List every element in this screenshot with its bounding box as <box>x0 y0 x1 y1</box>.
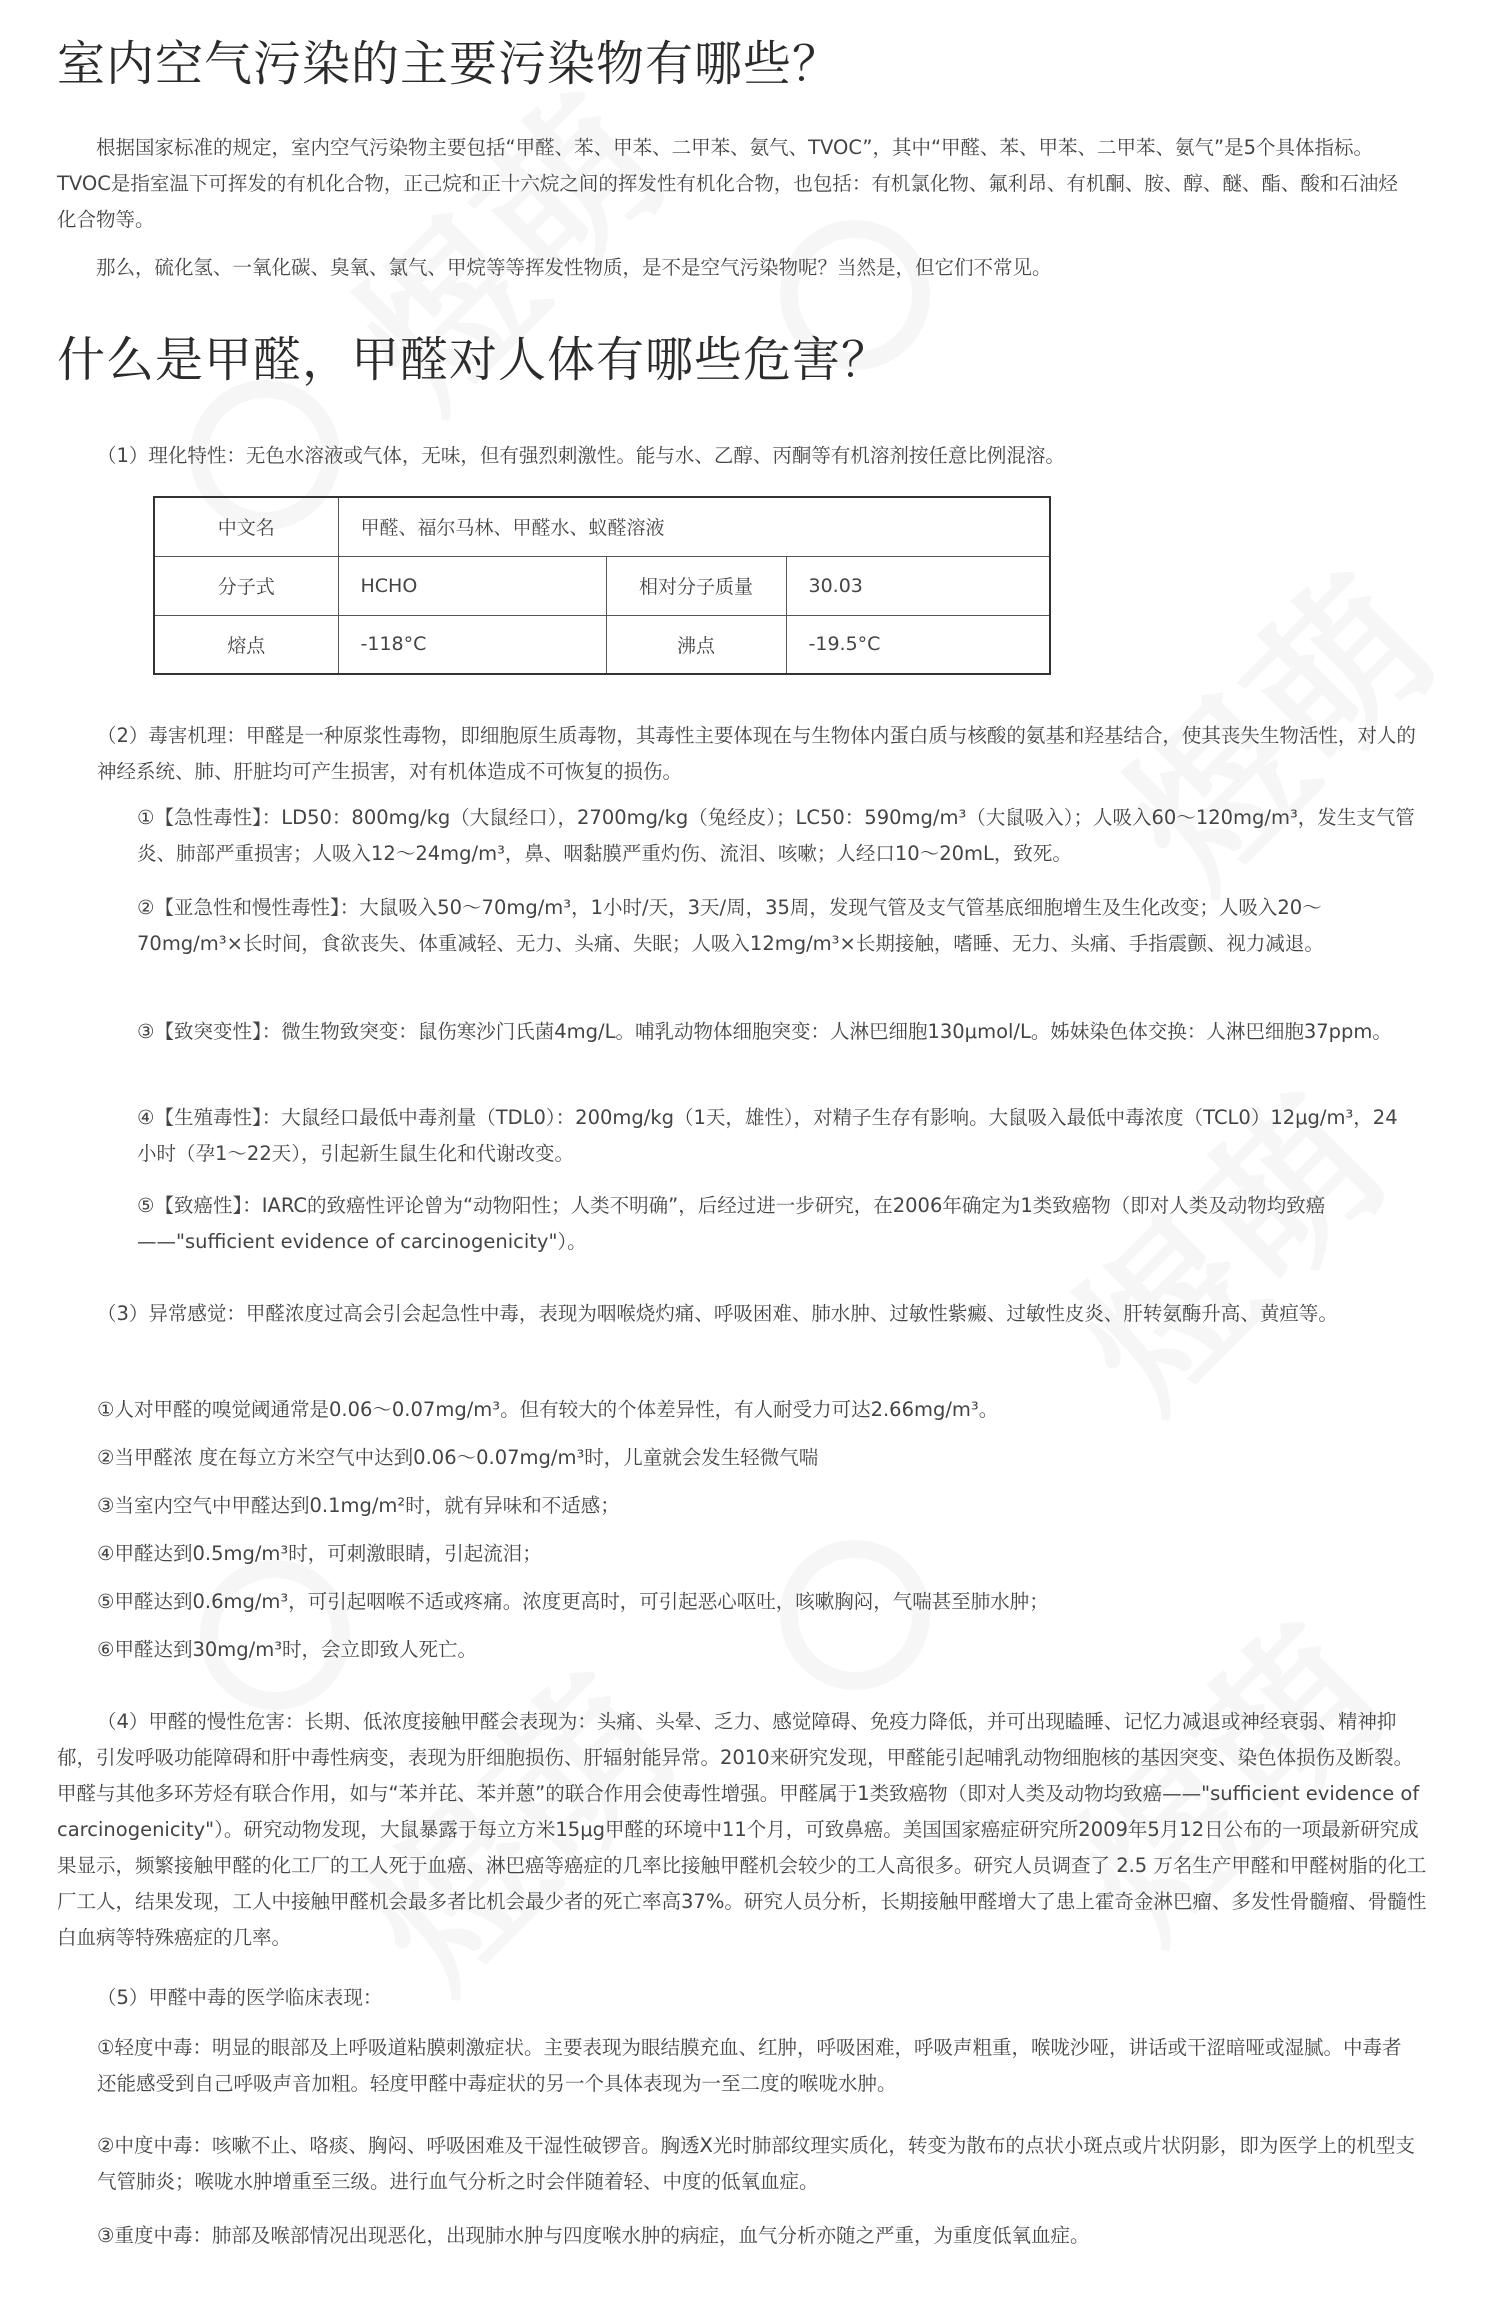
table-cell-value: 30.03 <box>786 556 1050 615</box>
table-row <box>154 497 1050 556</box>
intro-paragraph-2: 那么，硫化氢、一氧化碳、臭氧、氯气、甲烷等等挥发性物质，是不是空气污染物呢？当然是，但它们不常见。 <box>96 256 1052 279</box>
table-cell-value: -118°C <box>338 615 606 674</box>
section-3-symptoms: （3）异常感觉：甲醛浓度过高会引会起急性中毒，表现为咽喉烧灼痛、呼吸困难、肺水肿、过敏性紫癜、过敏性皮炎、肝转氨酶升高、黄疸等。 <box>97 1302 1338 1325</box>
table-cell-label: 熔点 <box>154 615 338 674</box>
concentration-item: ⑥甲醛达到30mg/m³时，会立即致人死亡。 <box>97 1638 478 1661</box>
clinical-severe: ③重度中毒：肺部及喉部情况出现恶化，出现肺水肿与四度喉水肿的病症，血气分析亦随之严重，为重度低氧血症。 <box>97 2224 1090 2247</box>
toxicity-carcinogenic: ⑤【致癌性】：IARC的致癌性评论曾为“动物阳性；人类不明确”，后经过进一步研究，在2006年确定为1类致癌物（即对人类及动物均致癌——"sufficient evidence of carcinogenicity"）。 <box>137 1194 1326 1253</box>
toxicity-mutagenic: ③【致突变性】：微生物致突变：鼠伤寒沙门氏菌4mg/L。哺乳动物体细胞突变：人淋巴细胞130μmol/L。姊妹染色体交换：人淋巴细胞37ppm。 <box>137 1020 1392 1043</box>
table-cell-value: -19.5°C <box>786 615 1050 674</box>
page-title: 室内空气污染的主要污染物有哪些？ <box>57 36 842 92</box>
concentration-item: ②当甲醛浓 度在每立方米空气中达到0.06～0.07mg/m³时，儿童就会发生轻微气喘 <box>97 1446 819 1469</box>
table-cell-value: HCHO <box>338 556 606 615</box>
concentration-item: ④甲醛达到0.5mg/m³时，可刺激眼睛，引起流泪； <box>97 1542 542 1565</box>
table-cell-value: 甲醛、福尔马林、甲醛水、蚁醛溶液 <box>338 497 1050 556</box>
section-2-mechanism: （2）毒害机理：甲醛是一种原浆性毒物，即细胞原生质毒物，其毒性主要体现在与生物体内蛋白质与核酸的氨基和羟基结合，使其丧失生物活性，对人的神经系统、肺、肝脏均可产生损害，对有机体造成不可恢复的损伤。 <box>97 724 1416 783</box>
concentration-item: ⑤甲醛达到0.6mg/m³，可引起咽喉不适或疼痛。浓度更高时，可引起恶心呕吐，咳嗽胸闷，气喘甚至肺水肿； <box>97 1590 1049 1613</box>
section-title-formaldehyde: 什么是甲醛，甲醛对人体有哪些危害？ <box>57 332 891 388</box>
intro-paragraph: 根据国家标准的规定，室内空气污染物主要包括“甲醛、苯、甲苯、二甲苯、氨气、TVOC”，其中“甲醛、苯、甲苯、二甲苯、氨气”是5个具体指标。TVOC是指室温下可挥发的有机化合物，正己烷和正十六烷之间的挥发性有机化合物，也包括：有机氯化物、氟利昂、有机酮、胺、醇、醚、酯、酸和石油烃化合物等。 <box>57 136 1398 231</box>
toxicity-acute: ①【急性毒性】：LD50：800mg/kg（大鼠经口），2700mg/kg（兔经皮）；LC50：590mg/m³（大鼠吸入）；人吸入60～120mg/m³，发生支气管炎、肺部严重损害；人吸入12～24mg/m³，鼻、咽黏膜严重灼伤、流泪、咳嗽；人经口10～20mL，致死。 <box>137 806 1415 865</box>
table-row <box>154 615 1050 674</box>
concentration-item: ③当室内空气中甲醛达到0.1mg/m²时，就有异味和不适感； <box>97 1494 620 1517</box>
toxicity-chronic: ②【亚急性和慢性毒性】：大鼠吸入50～70mg/m³，1小时/天，3天/周，35周，发现气管及支气管基底细胞增生及生化改变；人吸入20～70mg/m³×长时间，食欲丧失、体重减轻、无力、头痛、失眠；人吸入12mg/m³×长期接触，嗜睡、无力、头痛、手指震颤、视力减退。 <box>137 896 1324 955</box>
section-4-chronic-hazards: （4）甲醛的慢性危害：长期、低浓度接触甲醛会表现为：头痛、头晕、乏力、感觉障碍、免疫力降低，并可出现瞌睡、记忆力减退或神经衰弱、精神抑郁，引发呼吸功能障碍和肝中毒性病变，表现为肝细胞损伤、肝辐射能异常。2010来研究发现，甲醛能引起哺乳动物细胞核的基因突变、染色体损伤及断裂。甲醛与其他多环芳烃有联合作用，如与“苯并芘、苯并蒽”的联合作用会使毒性增强。甲醛属于1类致癌物（即对人类及动物均致癌——"sufficient evidence of carcinogenicity"）。研究动物发现，大鼠暴露于每立方米15μg甲醛的环境中11个月，可致鼻癌。美国国家癌症研究所2009年5月12日公布的一项最新研究成果显示，频繁接触甲醛的化工厂的工人死于血癌、淋巴癌等癌症的几率比接触甲醛机会较少的工人高很多。研究人员调查了 2.5 万名生产甲醛和甲醛树脂的化工厂工人，结果发现，工人中接触甲醛机会最多者比机会最少者的死亡率高37%。研究人员分析，长期接触甲醛增大了患上霍奇金淋巴瘤、多发性骨髓瘤、骨髓性白血病等特殊癌症的几率。 <box>57 1710 1427 1949</box>
section-5-clinical: （5）甲醛中毒的医学临床表现： <box>97 1986 383 2009</box>
table-cell-label: 分子式 <box>154 556 338 615</box>
table-cell-label: 沸点 <box>606 615 786 674</box>
table-row <box>154 556 1050 615</box>
clinical-moderate: ②中度中毒：咳嗽不止、咯痰、胸闷、呼吸困难及干湿性破锣音。胸透X光时肺部纹理实质化，转变为散布的点状小斑点或片状阴影，即为医学上的机型支气管肺炎；喉咙水肿增重至三级。进行血气分析之时会伴随着轻、中度的低氧血症。 <box>97 2134 1415 2193</box>
table-cell-label: 中文名 <box>154 497 338 556</box>
properties-table <box>153 496 1051 675</box>
table-cell-label: 相对分子质量 <box>606 556 786 615</box>
section-1-properties: （1）理化特性：无色水溶液或气体，无味，但有强烈刺激性。能与水、乙醇、丙酮等有机溶剂按任意比例混溶。 <box>97 444 1065 467</box>
concentration-item: ①人对甲醛的嗅觉阈通常是0.06～0.07mg/m³。但有较大的个体差异性，有人耐受力可达2.66mg/m³。 <box>97 1398 999 1421</box>
toxicity-reproductive: ④【生殖毒性】：大鼠经口最低中毒剂量（TDL0）：200mg/kg（1天，雄性），对精子生存有影响。大鼠吸入最低中毒浓度（TCL0）12μg/m³，24小时（孕1～22天），引起新生鼠生化和代谢改变。 <box>137 1106 1398 1165</box>
clinical-mild: ①轻度中毒：明显的眼部及上呼吸道粘膜刺激症状。主要表现为眼结膜充血、红肿，呼吸困难，呼吸声粗重，喉咙沙哑，讲话或干涩暗哑或湿腻。中毒者还能感受到自己呼吸声音加粗。轻度甲醛中毒症状的另一个具体表现为一至二度的喉咙水肿。 <box>97 2036 1402 2095</box>
